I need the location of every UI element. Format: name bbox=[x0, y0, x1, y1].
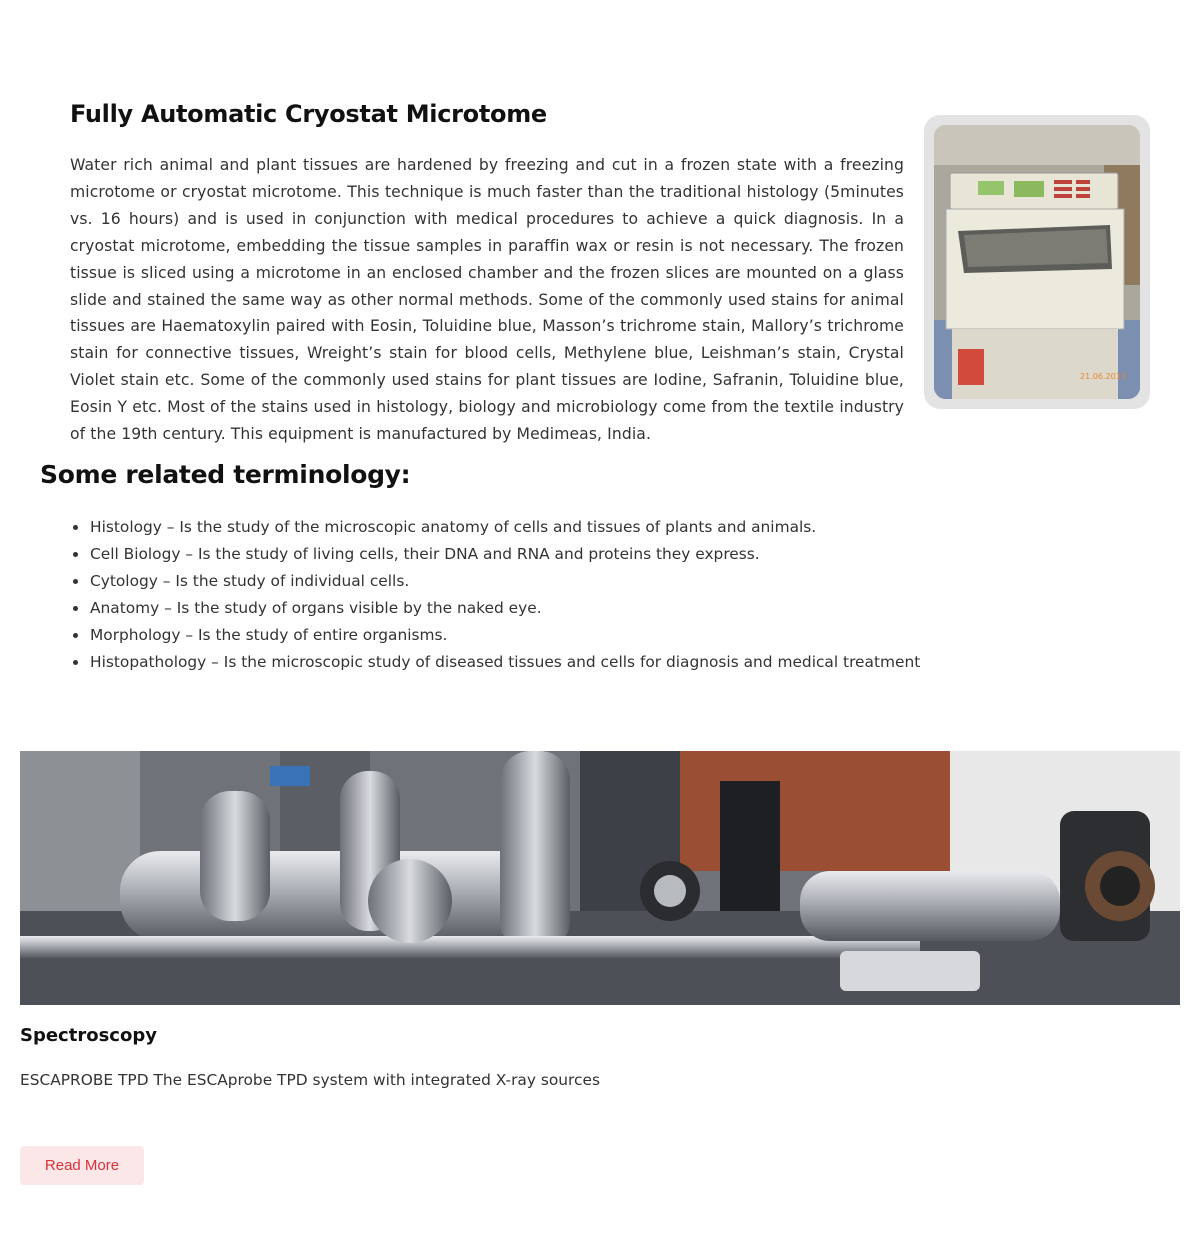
spectroscopy-illustration bbox=[20, 751, 1180, 1005]
list-item: Histology – Is the study of the microscopic anatomy of cells and tissues of plants and animals. bbox=[90, 514, 920, 541]
article-body: Water rich animal and plant tissues are hardened by freezing and cut in a frozen state with a freezing microtome or cryostat microtome. This technique is much faster than the traditional histology (5minutes vs. 16 hours) and is used in conjunction with medical procedures to achieve a quick diagnosis. In a cryostat microtome, embedding the tissue samples in paraffin wax or resin is not necessary. The frozen tissue is sliced using a microtome in an enclosed chamber and the frozen slices are mounted on a glass slide and stained the same way as other normal methods. Some of the commonly used stains for animal tissues are Haematoxylin paired with Eosin, Toluidine blue, Masson’s trichrome stain, Mallory’s trichrome stain for connective tissues, Wreight’s stain for blood cells, Methylene blue, Leishman’s stain, Crystal Violet stain etc. Some of the commonly used stains for plant tissues are Iodine, Safranin, Toluidine blue, Eosin Y etc. Most of the stains used in histology, biology and microbiology come from the textile industry of the 19th century. This equipment is manufactured by Medimeas, India. bbox=[70, 156, 904, 444]
list-item: Anatomy – Is the study of organs visible by the naked eye. bbox=[90, 595, 920, 622]
list-item: Cytology – Is the study of individual cells. bbox=[90, 568, 920, 595]
cryostat-illustration bbox=[934, 125, 1140, 399]
list-item: Cell Biology – Is the study of living cells, their DNA and RNA and proteins they express. bbox=[90, 541, 920, 568]
list-item: Morphology – Is the study of entire organisms. bbox=[90, 622, 920, 649]
read-more-button[interactable]: Read More bbox=[20, 1146, 144, 1185]
photo-date-stamp: 21.06.2013 bbox=[1080, 372, 1126, 381]
cryostat-photo bbox=[934, 125, 1140, 399]
terminology-heading: Some related terminology: bbox=[40, 460, 411, 489]
article-title: Fully Automatic Cryostat Microtome bbox=[70, 100, 547, 128]
spectroscopy-banner-image bbox=[20, 751, 1180, 1005]
card-description: ESCAPROBE TPD The ESCAprobe TPD system with integrated X-ray sources bbox=[20, 1071, 600, 1089]
terminology-list bbox=[90, 514, 920, 675]
list-item: Histopathology – Is the microscopic study of diseased tissues and cells for diagnosis and medical treatment bbox=[90, 649, 920, 676]
cryostat-photo-frame bbox=[924, 115, 1150, 409]
card-title: Spectroscopy bbox=[20, 1025, 157, 1046]
